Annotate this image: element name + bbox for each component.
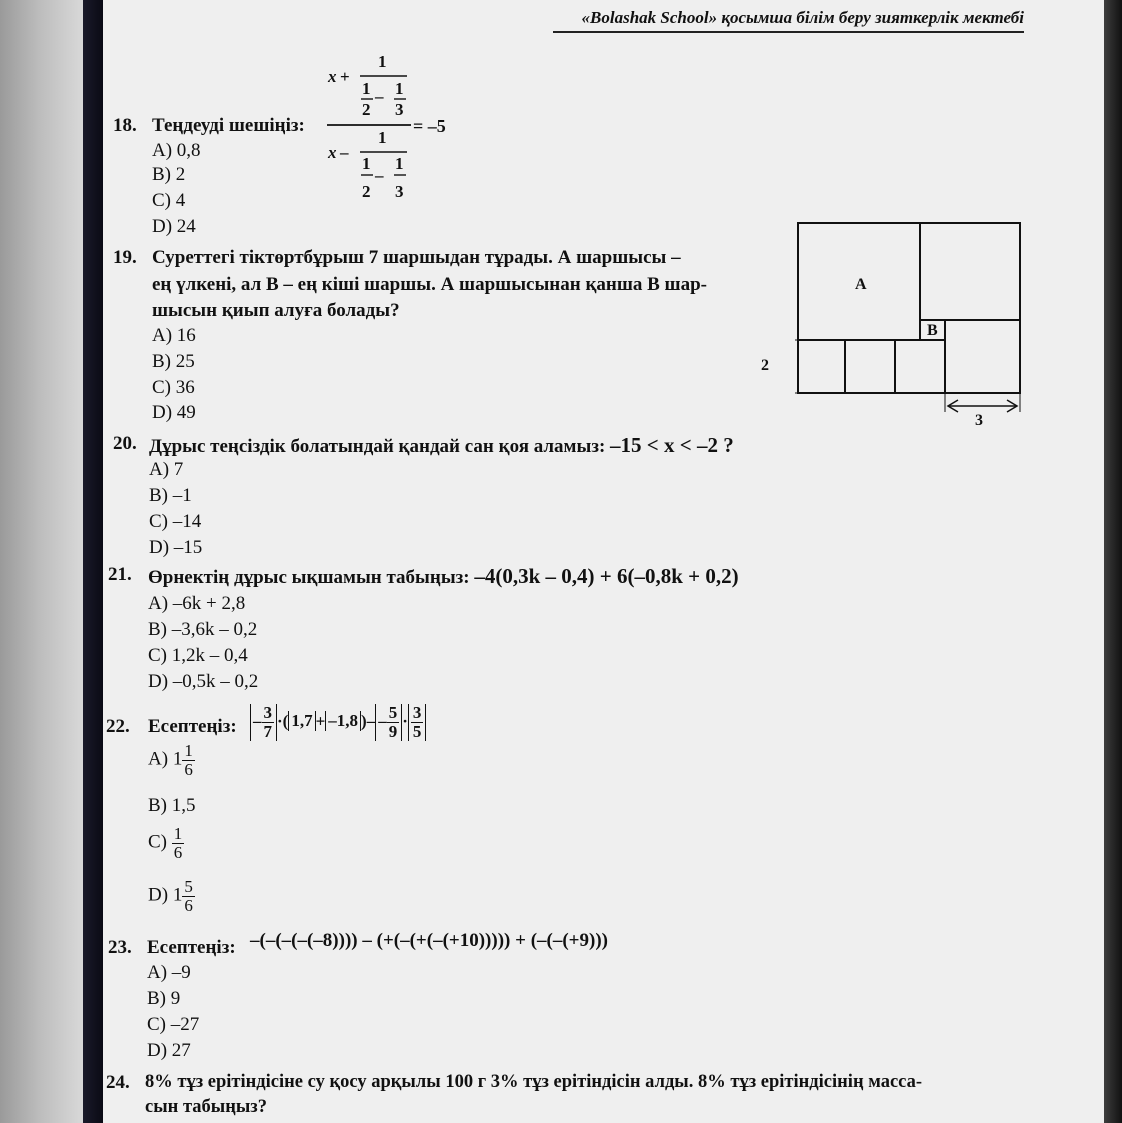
abs-value: –1,8: [325, 711, 361, 731]
question-text: [149, 433, 734, 458]
option[interactable]: D) 24: [152, 216, 196, 237]
question-number: 24.: [106, 1072, 130, 1093]
question-text: Есептеңіз:: [147, 937, 236, 958]
svg-text:–: –: [375, 166, 384, 185]
question-text-line: шысын қиып алуға болады?: [152, 300, 400, 321]
expression: –4(0,3k – 0,4) + 6(–0,8k + 0,2): [474, 564, 739, 588]
svg-text:1: 1: [395, 154, 404, 173]
question-text-body: Өрнектің дұрыс ықшамын табыңыз:: [148, 567, 470, 588]
option[interactable]: A) –9: [147, 962, 191, 983]
square-a-label: A: [855, 276, 867, 293]
option[interactable]: C) 1,2k – 0,4: [148, 645, 248, 666]
abs-value: $\frac{3}{5}$: [408, 704, 427, 741]
option[interactable]: B) 2: [152, 164, 186, 185]
svg-text:+: +: [340, 67, 350, 86]
option[interactable]: C) $\frac{1}{6}$: [148, 824, 183, 862]
svg-text:2: 2: [362, 182, 371, 201]
question-number: 23.: [108, 937, 132, 958]
option-label: D): [148, 884, 169, 906]
scan-right-edge: [1104, 0, 1122, 1123]
svg-text:1: 1: [378, 128, 387, 147]
rectangle-diagram: [795, 220, 1023, 435]
svg-text:1: 1: [362, 79, 371, 98]
svg-text:1: 1: [378, 52, 387, 71]
svg-text:–: –: [375, 87, 384, 106]
svg-text:3: 3: [395, 100, 404, 119]
svg-text:1: 1: [362, 154, 371, 173]
option[interactable]: D) 1 $\frac{5}{6}$: [148, 877, 193, 915]
svg-text:2: 2: [362, 100, 371, 119]
question-number: 20.: [113, 433, 137, 454]
svg-text:–: –: [340, 143, 349, 162]
svg-text:x: x: [328, 67, 337, 86]
expression: – $\frac{3}{7}$ ·( 1,7 + –1,8 )– – $\frac{5}{9}$ · $\frac{3}{5}$: [250, 704, 426, 741]
abs-value: – $\frac{3}{7}$: [250, 704, 277, 741]
question-number: 21.: [108, 564, 132, 585]
svg-text:x: x: [328, 143, 337, 162]
option[interactable]: D) 49: [152, 402, 196, 423]
option[interactable]: A) 7: [149, 459, 184, 480]
option[interactable]: B) 1,5: [148, 795, 196, 816]
question-text-line: сын табыңыз?: [145, 1097, 267, 1117]
option[interactable]: A) –6k + 2,8: [148, 593, 246, 614]
page: [103, 0, 1104, 1123]
option[interactable]: C) 4: [152, 190, 186, 211]
equation-rhs: = –5: [413, 116, 446, 136]
svg-text:3: 3: [395, 182, 404, 201]
option[interactable]: C) 36: [152, 377, 195, 398]
question-number: 18.: [113, 115, 137, 136]
question-number: 19.: [113, 247, 137, 268]
option[interactable]: C) –27: [147, 1014, 200, 1035]
square-b-label: B: [927, 322, 938, 339]
option[interactable]: D) 27: [147, 1040, 191, 1061]
option[interactable]: A) 1 $\frac{1}{6}$: [148, 741, 193, 779]
squares-figure: [761, 220, 1023, 435]
question-number: 22.: [106, 716, 130, 737]
question-text-line: ең үлкені, ал В – ең кіші шаршы. А шаршысынан қанша В шар-: [152, 274, 707, 295]
svg-text:1: 1: [395, 79, 404, 98]
option[interactable]: C) –14: [149, 511, 202, 532]
question-text-line: Суреттегі тіктөртбұрыш 7 шаршыдан тұрады. А шаршысы –: [152, 247, 681, 268]
option[interactable]: D) –15: [149, 537, 203, 558]
option-label: C): [148, 831, 167, 853]
question-text: Теңдеуді шешіңіз:: [152, 115, 305, 136]
option[interactable]: B) –1: [149, 485, 192, 506]
dimension-bottom-label: 3: [975, 412, 983, 429]
inequality: –15 < x < –2 ?: [610, 433, 734, 457]
abs-value: 1,7: [288, 711, 315, 731]
option[interactable]: B) 9: [147, 988, 181, 1009]
question-text-line: 8% тұз ерітіндісіне су қосу арқылы 100 г 3% тұз ерітіндісін алды. 8% тұз ерітіндісінің масса-: [145, 1072, 923, 1092]
book-spine: [83, 0, 103, 1123]
option[interactable]: A) 0,8: [152, 140, 201, 161]
option-label: A): [148, 748, 169, 770]
dimension-left-label: 2: [761, 357, 769, 374]
option[interactable]: B) –3,6k – 0,2: [148, 619, 258, 640]
option[interactable]: B) 25: [152, 351, 195, 372]
abs-value: – $\frac{5}{9}$: [375, 704, 402, 741]
question-text-body: Дұрыс теңсіздік болатындай қандай сан қоя аламыз:: [149, 436, 606, 457]
question-text: [148, 564, 739, 589]
equation: [325, 52, 475, 207]
complex-fraction: [325, 52, 475, 207]
option[interactable]: D) –0,5k – 0,2: [148, 671, 259, 692]
option[interactable]: A) 16: [152, 325, 196, 346]
expression: –(–(–(–(–8)))) – (+(–(+(–(+10))))) + (–(–(+9))): [250, 930, 608, 951]
page-header: «Bolashak School» қосымша білім беру зияткерлік мектебі: [553, 8, 1024, 33]
question-text: Есептеңіз:: [148, 716, 237, 737]
